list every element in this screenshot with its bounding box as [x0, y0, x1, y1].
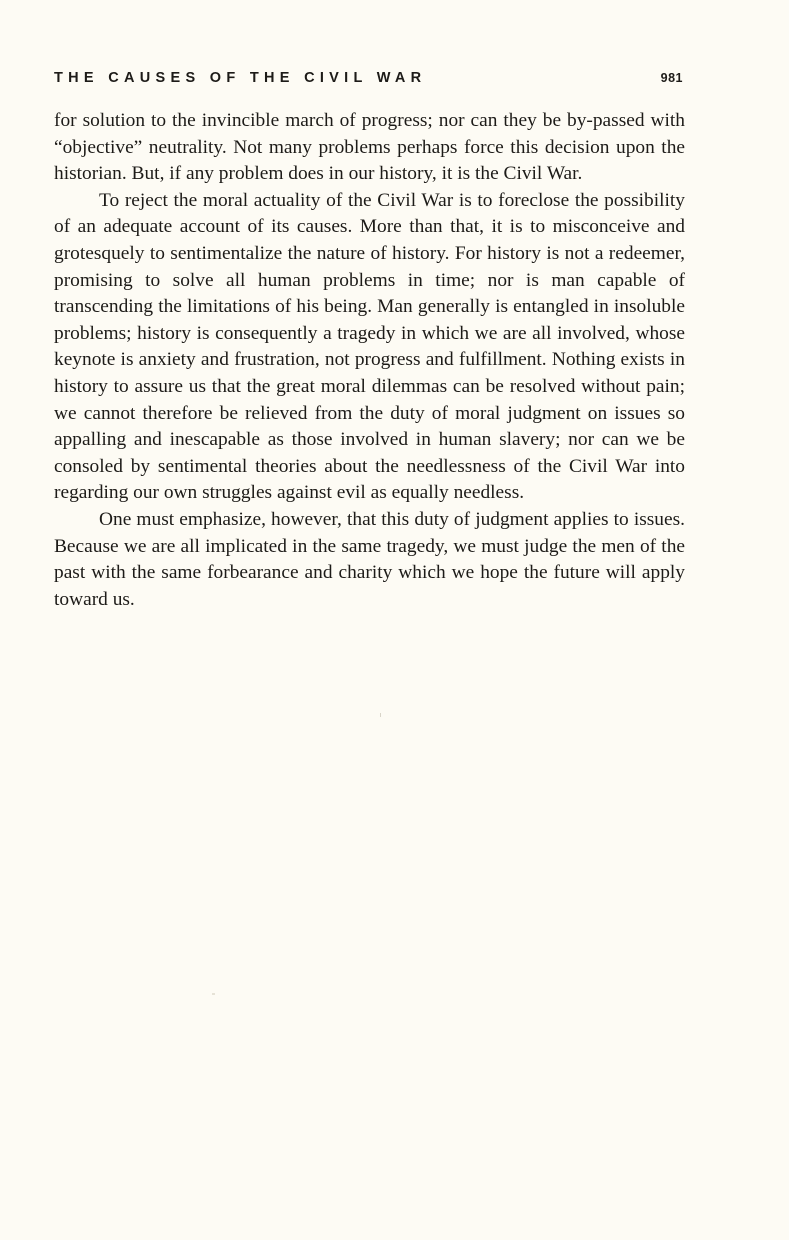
running-title: THE CAUSES OF THE CIVIL WAR [54, 70, 427, 86]
paper-speck [212, 993, 215, 995]
paragraph-judgment: One must emphasize, however, that this duty of judgment applies to issues. Because we are all implicated in the same tragedy, we must judge the men of the past with the same forbearance and charity which we hope the future will apply toward us. [54, 508, 685, 610]
page-number: 981 [660, 71, 683, 85]
body-text [54, 108, 685, 613]
paragraph-continuation: for solution to the invincible march of progress; nor can they be by-passed with “objective” neutrality. Not many problems perhaps force this decision upon the historian. But, if any problem does in our history, it is the Civil War. [54, 110, 685, 185]
paragraph-moral-actuality: To reject the moral actuality of the Civil War is to foreclose the possibility of an adequate account of its causes. More than that, it is to misconceive and grotesquely to sentimentalize the nature of history. For history is not a redeemer, promising to solve all human problems in time; nor is man capable of transcending the limitations of his being. Man generally is entangled in insoluble problems; history is consequently a tragedy in which we are all involved, whose keynote is anxiety and frustration, not progress and fulfillment. Nothing exists in history to assure us that the great moral dilemmas can be resolved without pain; we cannot therefore be relieved from the duty of moral judgment on issues so appalling and inescapable as those involved in human slavery; nor can we be consoled by sentimental theories about the needlessness of the Civil War into regarding our own struggles against evil as equally needless. [54, 189, 685, 504]
paper-speck [380, 713, 381, 717]
running-head [54, 70, 685, 90]
